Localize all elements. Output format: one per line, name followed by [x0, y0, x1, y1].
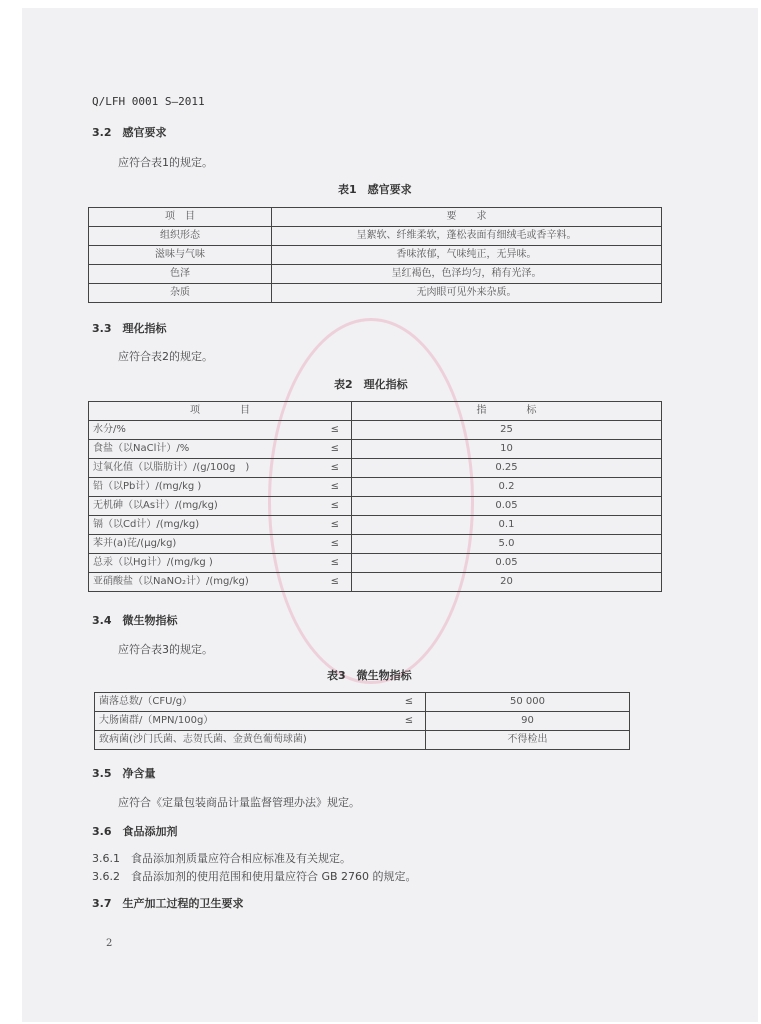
table2-item: 过氧化值（以脂肪计）/(g/100g ) — [89, 459, 319, 478]
table2-value: 10 — [352, 440, 662, 459]
table1-requirement: 无肉眼可见外来杂质。 — [272, 284, 662, 303]
table1-col-item: 项 目 — [89, 208, 272, 227]
table2-item: 总汞（以Hg计）/(mg/kg ) — [89, 554, 319, 573]
table3-item: 致病菌(沙门氏菌、志贺氏菌、金黄色葡萄球菌) — [95, 731, 394, 750]
section-3-2-text: 应符合表1的规定。 — [118, 156, 213, 169]
section-3-5-title: 3.5 净含量 — [92, 767, 156, 780]
table2-physicochemical — [88, 401, 662, 592]
table2-item: 亚硝酸盐（以NaNO₂计）/(mg/kg) — [89, 573, 319, 592]
table3-caption: 表3 微生物指标 — [327, 669, 412, 682]
table-row — [95, 731, 630, 750]
table1-caption: 表1 感官要求 — [338, 183, 412, 196]
table-row — [89, 265, 662, 284]
section-3-7-title: 3.7 生产加工过程的卫生要求 — [92, 897, 244, 910]
table3-value: 50 000 — [426, 693, 630, 712]
table2-operator: ≤ — [319, 497, 352, 516]
section-3-6-2-text: 3.6.2 食品添加剂的使用范围和使用量应符合 GB 2760 的规定。 — [92, 870, 417, 883]
table-row — [89, 421, 662, 440]
table3-item: 大肠菌群/（MPN/100g） — [95, 712, 394, 731]
table2-operator: ≤ — [319, 535, 352, 554]
table-row — [89, 497, 662, 516]
table2-item: 镉（以Cd计）/(mg/kg) — [89, 516, 319, 535]
table3-operator: ≤ — [393, 693, 426, 712]
table2-col-index: 指 标 — [352, 402, 662, 421]
table2-operator: ≤ — [319, 459, 352, 478]
table2-col-item: 项 目 — [89, 402, 352, 421]
table2-operator: ≤ — [319, 440, 352, 459]
section-3-4-text: 应符合表3的规定。 — [118, 643, 213, 656]
table2-value: 5.0 — [352, 535, 662, 554]
table1-sensory — [88, 207, 662, 303]
table2-value: 0.05 — [352, 554, 662, 573]
table3-operator: ≤ — [393, 712, 426, 731]
table1-item: 组织形态 — [89, 227, 272, 246]
table-row — [89, 246, 662, 265]
section-3-4-title: 3.4 微生物指标 — [92, 614, 178, 627]
table2-value: 20 — [352, 573, 662, 592]
table2-value: 0.1 — [352, 516, 662, 535]
table3-value: 90 — [426, 712, 630, 731]
section-3-6-1-text: 3.6.1 食品添加剂质量应符合相应标准及有关规定。 — [92, 852, 351, 865]
table2-operator: ≤ — [319, 516, 352, 535]
table2-value: 0.25 — [352, 459, 662, 478]
table-row — [95, 712, 630, 731]
table2-caption: 表2 理化指标 — [334, 378, 408, 391]
table1-requirement: 香味浓郁，气味纯正，无异味。 — [272, 246, 662, 265]
table3-item: 菌落总数/（CFU/g） — [95, 693, 394, 712]
table1-header-row — [89, 208, 662, 227]
table-row — [95, 693, 630, 712]
table1-requirement: 呈絮软、纤维柔软，蓬松表面有细绒毛或香辛料。 — [272, 227, 662, 246]
table2-item: 水分/% — [89, 421, 319, 440]
table2-operator: ≤ — [319, 421, 352, 440]
table-row — [89, 440, 662, 459]
table-row — [89, 227, 662, 246]
section-3-5-text: 应符合《定量包装商品计量监督管理办法》规定。 — [118, 796, 360, 809]
table-row — [89, 516, 662, 535]
table1-item: 滋味与气味 — [89, 246, 272, 265]
table2-item: 苯并(a)芘/(μg/kg) — [89, 535, 319, 554]
table-row — [89, 459, 662, 478]
table3-microbiological — [94, 692, 630, 750]
table2-value: 0.2 — [352, 478, 662, 497]
table2-value: 0.05 — [352, 497, 662, 516]
table1-item: 杂质 — [89, 284, 272, 303]
table1-col-requirement: 要 求 — [272, 208, 662, 227]
table2-operator: ≤ — [319, 554, 352, 573]
table2-operator: ≤ — [319, 573, 352, 592]
table1-item: 色泽 — [89, 265, 272, 284]
section-3-2-title: 3.2 感官要求 — [92, 126, 167, 139]
table2-item: 铅（以Pb计）/(mg/kg ) — [89, 478, 319, 497]
table3-operator — [393, 731, 426, 750]
page-number: 2 — [106, 938, 113, 949]
table3-value: 不得检出 — [426, 731, 630, 750]
table2-item: 食盐（以NaCl计）/% — [89, 440, 319, 459]
standard-code: Q/LFH 0001 S—2011 — [92, 95, 205, 108]
table2-value: 25 — [352, 421, 662, 440]
table2-item: 无机砷（以As计）/(mg/kg) — [89, 497, 319, 516]
table-row — [89, 478, 662, 497]
section-3-6-title: 3.6 食品添加剂 — [92, 825, 178, 838]
section-3-3-text: 应符合表2的规定。 — [118, 350, 213, 363]
table1-requirement: 呈红褐色，色泽均匀，稍有光泽。 — [272, 265, 662, 284]
table2-header-row — [89, 402, 662, 421]
table-row — [89, 554, 662, 573]
table-row — [89, 535, 662, 554]
section-3-3-title: 3.3 理化指标 — [92, 322, 167, 335]
table-row — [89, 284, 662, 303]
table2-operator: ≤ — [319, 478, 352, 497]
table-row — [89, 573, 662, 592]
